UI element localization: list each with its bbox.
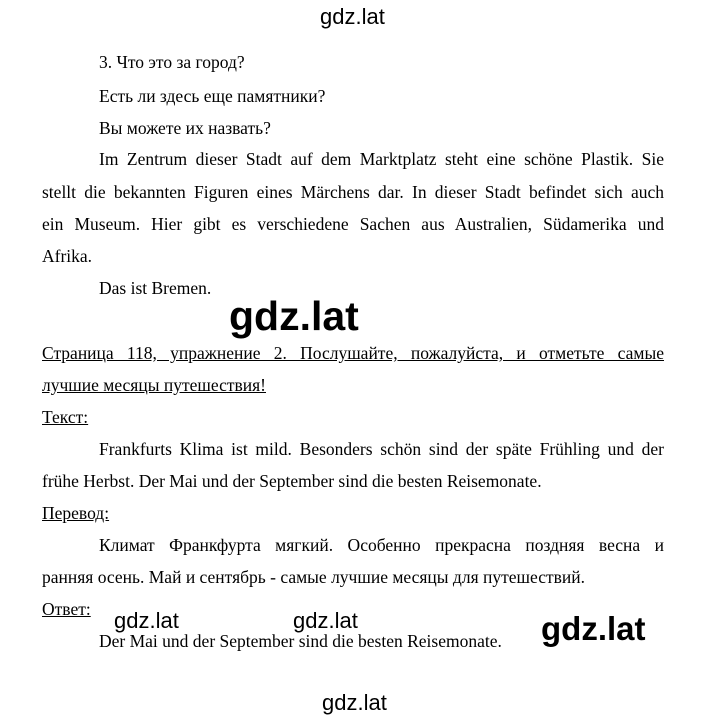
question-line-2: Есть ли здесь еще памятники? [99, 86, 326, 106]
watermark-top: gdz.lat [320, 4, 385, 29]
exercise-heading-line-2: лучшие месяцы путешествия! [42, 375, 266, 395]
watermark-bottom: gdz.lat [322, 690, 387, 715]
paragraph-line-2: stellt die bekannten Figuren eines Märchens dar. In dieser Stadt befindet sich auch [42, 182, 664, 202]
paragraph-line-3: ein Museum. Hier gibt es verschiedene Sachen aus Australien, Südamerika und [42, 214, 664, 234]
text-line-2: frühe Herbst. Der Mai und der September sind die besten Reisemonate. [42, 471, 542, 491]
answer-line: Der Mai und der September sind die besten Reisemonate. [99, 631, 502, 651]
watermark-big-right: gdz.lat [541, 610, 646, 647]
paragraph-line-4: Afrika. [42, 246, 93, 266]
watermark-answer-left: gdz.lat [114, 608, 179, 633]
text-label: Текст: [42, 407, 89, 427]
answer-bremen: Das ist Bremen. [99, 278, 212, 298]
answer-label: Ответ: [42, 599, 91, 619]
translation-line-1: Климат Франкфурта мягкий. Особенно прекрасна поздняя весна и [99, 535, 664, 555]
exercise-heading-line-1: Страница 118, упражнение 2. Послушайте, пожалуйста, и отметьте самые [42, 343, 664, 363]
text-line-1: Frankfurts Klima ist mild. Besonders schön sind der späte Frühling und der [99, 439, 664, 459]
watermark-big-middle: gdz.lat [229, 293, 359, 339]
watermark-answer-center: gdz.lat [293, 608, 358, 633]
paragraph-line-1: Im Zentrum dieser Stadt auf dem Marktplatz steht eine schöne Plastik. Sie [99, 149, 664, 169]
translation-line-2: ранняя осень. Май и сентябрь - самые лучшие месяцы для путешествий. [42, 567, 585, 587]
translation-label: Перевод: [42, 503, 110, 523]
question-line-3: Вы можете их назвать? [99, 118, 271, 138]
question-line-1: 3. Что это за город? [99, 52, 245, 72]
